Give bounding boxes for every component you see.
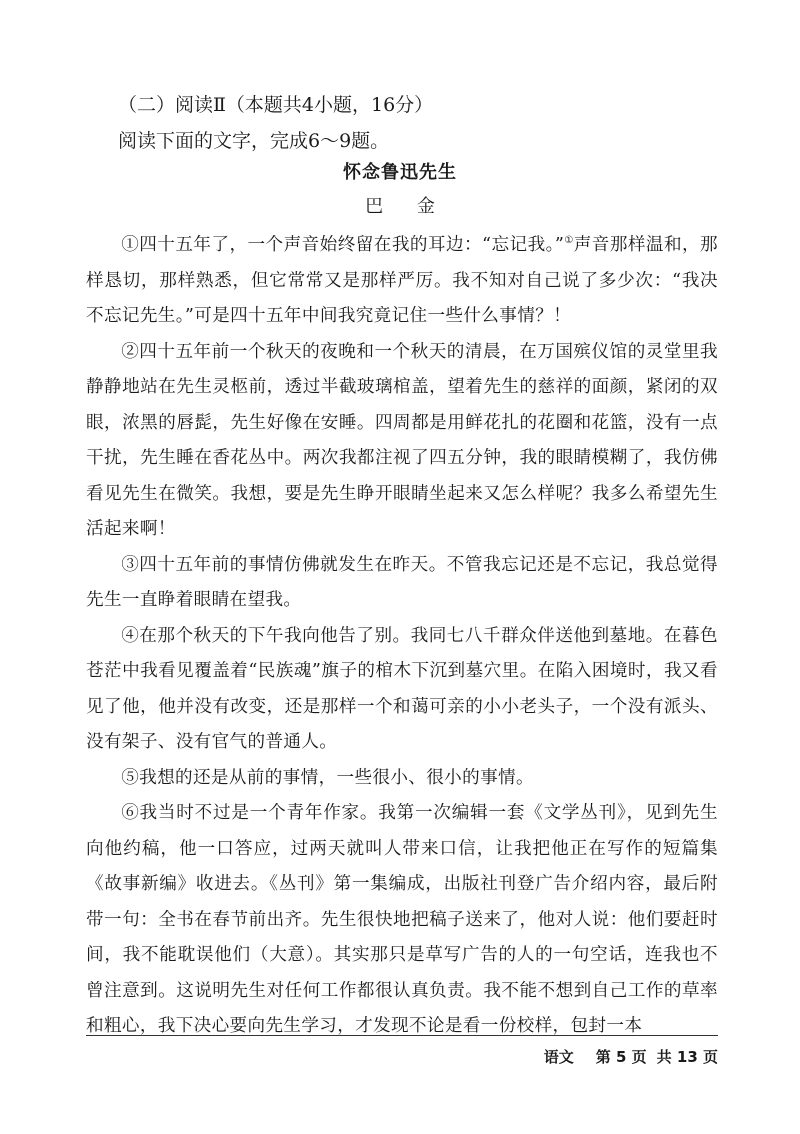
paragraph-1-lead: ①四十五年了，一个声音始终留在我的耳边：“忘记我。” — [121, 235, 565, 255]
footer-subject: 语文 — [543, 1048, 574, 1066]
section-heading: （二）阅读Ⅱ（本题共4小题，16分） — [118, 94, 434, 116]
footer-divider — [86, 1035, 718, 1036]
paragraph-3: ③四十五年前的事情仿佛就发生在昨天。不管我忘记还是不忘记，我总觉得先生一直睁着眼睛在望我。 — [86, 554, 718, 610]
page-footer — [544, 1046, 718, 1067]
article-title: 怀念鲁迅先生 — [343, 162, 457, 183]
paragraph-2: ②四十五年前一个秋天的夜晚和一个秋天的清晨，在万国殡仪馆的灵堂里我静静地站在先生灵柩前，透过半截玻璃棺盖，望着先生的慈祥的面颜，紧闭的双眼，浓黑的唇髭，先生好像在安睡。四周都是用鲜花扎的花圈和花篮，没有一点干扰，先生睡在香花丛中。两次我都注视了四五分钟，我的眼睛模糊了，我仿佛看见先生在微笑。我想，要是先生睁开眼睛坐起来又怎么样呢？我多么希望先生活起来啊！ — [86, 341, 718, 539]
paragraph-1 — [86, 228, 718, 335]
paragraph-4: ④在那个秋天的下午我向他告了别。我同七八千群众伴送他到墓地。在暮色苍茫中我看见覆盖着“民族魂”旗子的棺木下沉到墓穴里。在陷入困境时，我又看见了他，他并没有改变，还是那样一个和蔼可亲的小小老头子，一个没有派头、没有架子、没有官气的普通人。 — [86, 625, 718, 752]
paragraph-6: ⑥我当时不过是一个青年作家。我第一次编辑一套《文学丛刊》，见到先生向他约稿，他一口答应，过两天就叫人带来口信，让我把他正在写作的短篇集《故事新编》收进去。《丛刊》第一集编成，出版社刊登广告介绍内容，最后附带一句：全书在春节前出齐。先生很快地把稿子送来了，他对人说：他们要赶时间，我不能耽误他们（大意）。其实那只是草写广告的人的一句空话，连我也不曾注意到。这说明先生对任何工作都很认真负责。我不能不想到自己工作的草率和粗心，我下决心要向先生学习，才发现不论是看一份校样，包封一本 — [86, 803, 718, 1036]
paragraph-1-rest: 声音那样温和，那样恳切，那样熟悉，但它常常又是那样严厉。我不知对自己说了多少次：“我决不忘记先生。”可是四十五年中间我究竟记住一些什么事情？！ — [86, 235, 718, 326]
article-author: 巴 金 — [365, 196, 449, 217]
paragraph-5: ⑤我想的还是从前的事情，一些很小、很小的事情。 — [121, 767, 534, 788]
footer-total-pages: 共 13 页 — [656, 1048, 718, 1066]
footer-page-number: 第 5 页 — [595, 1048, 647, 1066]
article-body — [86, 228, 718, 1045]
footnote-marker: ① — [564, 235, 574, 247]
reading-instruction: 阅读下面的文字，完成6～9题。 — [118, 130, 390, 152]
